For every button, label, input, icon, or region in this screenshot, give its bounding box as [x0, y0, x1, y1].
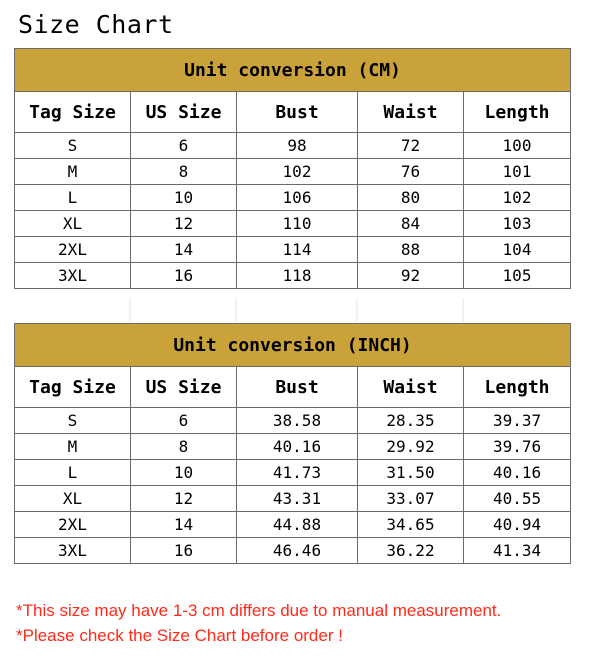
- cell-tag-size: 2XL: [15, 512, 131, 538]
- cell-tag-size: XL: [15, 211, 131, 237]
- cell-waist: 84: [358, 211, 464, 237]
- table-row: [15, 460, 571, 486]
- column-header-bust: Bust: [237, 367, 358, 408]
- table-row: [15, 408, 571, 434]
- note-measurement: *This size may have 1-3 cm differs due to manual measurement.: [16, 601, 502, 620]
- table-row: [15, 434, 571, 460]
- column-header-length: Length: [464, 92, 571, 133]
- cell-us-size: 8: [131, 159, 237, 185]
- cell-bust: 38.58: [237, 408, 358, 434]
- cell-length: 100: [464, 133, 571, 159]
- cell-us-size: 16: [131, 538, 237, 564]
- inch-table-body: [15, 408, 571, 564]
- cell-waist: 72: [358, 133, 464, 159]
- cell-bust: 46.46: [237, 538, 358, 564]
- column-header-length: Length: [464, 367, 571, 408]
- table-divider-lines: [14, 298, 570, 322]
- cell-length: 39.76: [464, 434, 571, 460]
- cell-us-size: 16: [131, 263, 237, 289]
- table-row: [15, 263, 571, 289]
- cell-waist: 36.22: [358, 538, 464, 564]
- note-check-chart: *Please check the Size Chart before order !: [16, 626, 343, 645]
- cell-us-size: 10: [131, 185, 237, 211]
- cell-us-size: 6: [131, 408, 237, 434]
- cm-table-header: Unit conversion (CM): [15, 49, 571, 92]
- cell-us-size: 14: [131, 237, 237, 263]
- cell-tag-size: M: [15, 434, 131, 460]
- column-header-waist: Waist: [358, 92, 464, 133]
- cell-tag-size: S: [15, 133, 131, 159]
- cell-tag-size: L: [15, 460, 131, 486]
- cell-tag-size: 3XL: [15, 538, 131, 564]
- cell-waist: 29.92: [358, 434, 464, 460]
- table-row: [15, 486, 571, 512]
- cell-us-size: 8: [131, 434, 237, 460]
- cell-bust: 102: [237, 159, 358, 185]
- cm-table-body: [15, 133, 571, 289]
- cell-tag-size: 3XL: [15, 263, 131, 289]
- cell-tag-size: L: [15, 185, 131, 211]
- cell-tag-size: S: [15, 408, 131, 434]
- column-header-tag-size: Tag Size: [15, 367, 131, 408]
- cell-bust: 106: [237, 185, 358, 211]
- cell-waist: 31.50: [358, 460, 464, 486]
- cell-tag-size: M: [15, 159, 131, 185]
- cell-tag-size: XL: [15, 486, 131, 512]
- cell-length: 104: [464, 237, 571, 263]
- page-title: Size Chart: [18, 10, 174, 39]
- cell-length: 103: [464, 211, 571, 237]
- cell-us-size: 12: [131, 211, 237, 237]
- cell-waist: 92: [358, 263, 464, 289]
- cell-length: 39.37: [464, 408, 571, 434]
- cell-us-size: 12: [131, 486, 237, 512]
- inch-column-header-row: [15, 367, 571, 408]
- inch-table-header-row: [15, 324, 571, 367]
- inch-size-table: [14, 323, 571, 564]
- cell-us-size: 6: [131, 133, 237, 159]
- cell-waist: 34.65: [358, 512, 464, 538]
- column-header-us-size: US Size: [131, 92, 237, 133]
- cell-bust: 114: [237, 237, 358, 263]
- cm-column-header-row: [15, 92, 571, 133]
- cell-length: 40.16: [464, 460, 571, 486]
- table-row: [15, 512, 571, 538]
- notes: [16, 598, 596, 648]
- cell-waist: 33.07: [358, 486, 464, 512]
- column-header-us-size: US Size: [131, 367, 237, 408]
- cell-bust: 40.16: [237, 434, 358, 460]
- cell-length: 41.34: [464, 538, 571, 564]
- table-row: [15, 159, 571, 185]
- table-row: [15, 211, 571, 237]
- cell-tag-size: 2XL: [15, 237, 131, 263]
- cell-waist: 88: [358, 237, 464, 263]
- table-row: [15, 237, 571, 263]
- column-header-waist: Waist: [358, 367, 464, 408]
- table-row: [15, 538, 571, 564]
- column-header-tag-size: Tag Size: [15, 92, 131, 133]
- cell-bust: 41.73: [237, 460, 358, 486]
- cell-bust: 43.31: [237, 486, 358, 512]
- cell-us-size: 10: [131, 460, 237, 486]
- cell-length: 40.55: [464, 486, 571, 512]
- cell-waist: 76: [358, 159, 464, 185]
- table-row: [15, 133, 571, 159]
- cm-table-header-row: [15, 49, 571, 92]
- cell-bust: 98: [237, 133, 358, 159]
- inch-table-header: Unit conversion (INCH): [15, 324, 571, 367]
- cell-bust: 110: [237, 211, 358, 237]
- cell-length: 40.94: [464, 512, 571, 538]
- cm-size-table: [14, 48, 571, 289]
- cell-length: 102: [464, 185, 571, 211]
- cell-us-size: 14: [131, 512, 237, 538]
- cell-length: 105: [464, 263, 571, 289]
- cell-bust: 118: [237, 263, 358, 289]
- cell-waist: 28.35: [358, 408, 464, 434]
- cell-bust: 44.88: [237, 512, 358, 538]
- cell-length: 101: [464, 159, 571, 185]
- column-header-bust: Bust: [237, 92, 358, 133]
- table-row: [15, 185, 571, 211]
- cell-waist: 80: [358, 185, 464, 211]
